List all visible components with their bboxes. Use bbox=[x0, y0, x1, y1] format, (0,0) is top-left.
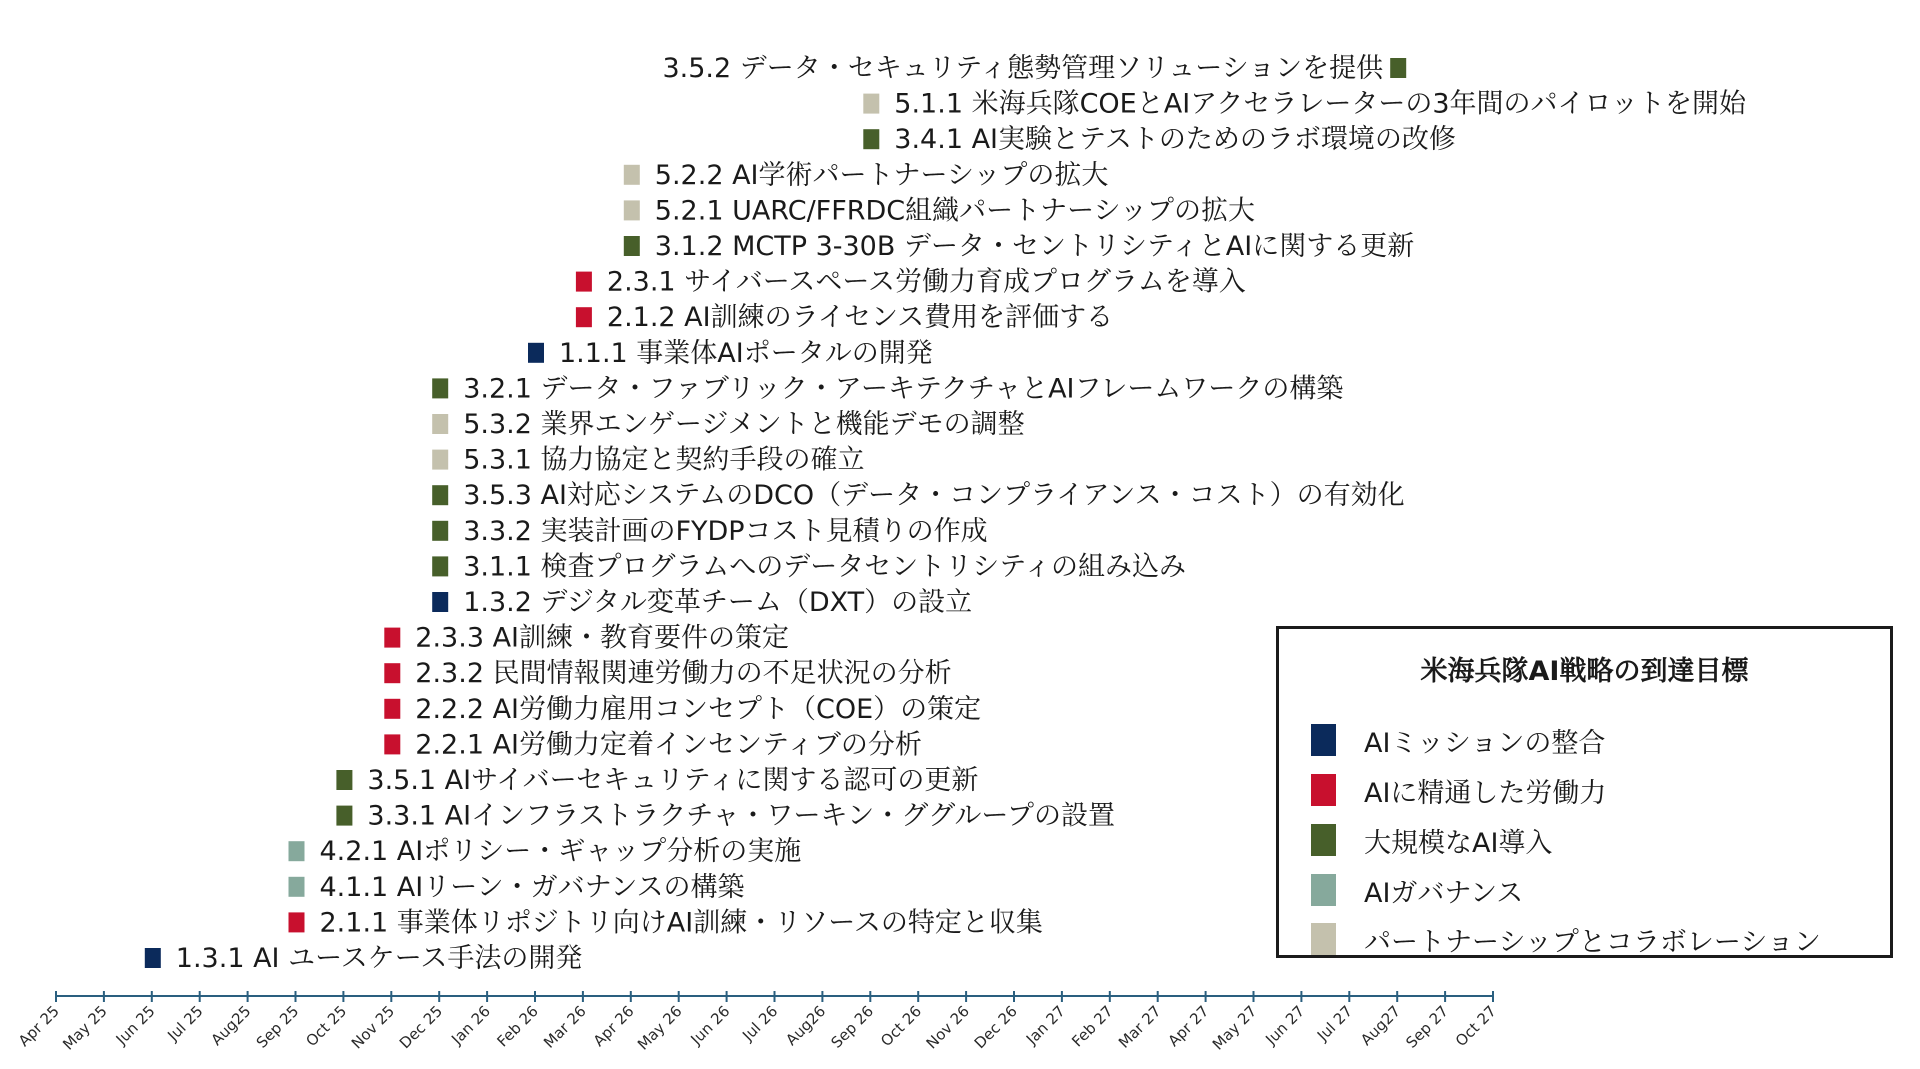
milestone-label: 5.3.2 業界エンゲージメントと機能デモの調整 bbox=[463, 409, 1025, 440]
milestone-label: 3.5.2 データ・セキュリティ態勢管理ソリューションを提供 bbox=[662, 53, 1384, 84]
milestone-label: 4.2.1 AIポリシー・ギャップ分析の実施 bbox=[319, 836, 802, 868]
milestone-marker bbox=[384, 699, 400, 719]
x-tick-label: Aug27 bbox=[1357, 1002, 1405, 1050]
legend-swatch-governance bbox=[1311, 874, 1336, 906]
x-tick-label: Dec 25 bbox=[395, 1002, 447, 1053]
milestone-label: 3.3.2 実装計画のFYDPコスト見積りの作成 bbox=[463, 515, 988, 547]
x-tick-label: Oct 27 bbox=[1451, 1002, 1500, 1051]
x-tick-label: Sep 26 bbox=[827, 1002, 878, 1052]
milestone-marker bbox=[432, 485, 448, 505]
x-tick-label: Jun 27 bbox=[1262, 1002, 1309, 1049]
x-tick-label: Dec 26 bbox=[970, 1002, 1021, 1053]
milestone-label: 3.5.3 AI対応システムのDCO（データ・コンプライアンス・コスト）の有効化 bbox=[463, 480, 1405, 512]
legend-swatch-workforce bbox=[1311, 774, 1336, 806]
milestone-marker bbox=[289, 841, 305, 861]
milestone-label: 5.1.1 米海兵隊COEとAIアクセラレーターの3年間のパイロットを開始 bbox=[894, 88, 1747, 120]
x-tick-label: Nov 25 bbox=[347, 1002, 399, 1053]
milestone-label: 3.2.1 データ・ファブリック・アーキテクチャとAIフレームワークの構築 bbox=[463, 373, 1344, 405]
x-tick-label: Apr 27 bbox=[1164, 1002, 1213, 1051]
milestone-marker bbox=[384, 734, 400, 754]
milestone-label: 3.1.2 MCTP 3-30B データ・セントリシティとAIに関する更新 bbox=[654, 231, 1415, 262]
milestone-marker bbox=[384, 663, 400, 683]
milestone-label: 2.3.1 サイバースペース労働力育成プログラムを導入 bbox=[606, 266, 1246, 298]
x-tick-label: Mar 27 bbox=[1114, 1002, 1165, 1052]
milestone-marker bbox=[1390, 58, 1406, 78]
milestone-label: 2.2.2 AI労働力雇用コンセプト（COE）の策定 bbox=[415, 693, 982, 725]
milestone-marker bbox=[289, 877, 305, 897]
milestone-label: 2.1.2 AI訓練のライセンス費用を評価する bbox=[606, 302, 1114, 334]
x-tick-label: Oct 26 bbox=[877, 1002, 926, 1051]
x-tick-label: May 25 bbox=[59, 1002, 111, 1054]
milestone-label: 3.1.1 検査プログラムへのデータセントリシティの組み込み bbox=[463, 551, 1187, 583]
milestone-marker bbox=[145, 948, 161, 968]
x-tick-label: Sep 25 bbox=[252, 1002, 303, 1052]
milestone-marker bbox=[624, 165, 640, 185]
milestone-marker bbox=[432, 378, 448, 398]
x-tick-label: Jun 25 bbox=[112, 1002, 159, 1049]
milestone-marker bbox=[863, 94, 879, 114]
x-tick-label: Jul 25 bbox=[164, 1002, 207, 1045]
milestone-label: 3.4.1 AI実験とテストのためのラボ環境の改修 bbox=[894, 124, 1456, 156]
milestone-marker bbox=[624, 200, 640, 220]
milestone-label: 1.1.1 事業体AIポータルの開発 bbox=[559, 337, 933, 369]
milestone-marker bbox=[432, 450, 448, 470]
legend-swatch-alignment bbox=[1311, 724, 1336, 756]
milestone-marker bbox=[384, 628, 400, 648]
milestone-label: 5.3.1 協力協定と契約手段の確立 bbox=[463, 444, 865, 476]
milestone-label: 1.3.1 AI ユースケース手法の開発 bbox=[175, 943, 583, 974]
milestone-marker bbox=[624, 236, 640, 256]
milestone-label: 5.2.1 UARC/FFRDC組織パートナーシップの拡大 bbox=[654, 195, 1256, 227]
x-tick-label: Apr 25 bbox=[14, 1002, 63, 1051]
legend-item-partnership bbox=[1311, 922, 1821, 956]
x-tick-label: Oct 25 bbox=[302, 1002, 351, 1051]
milestone-marker bbox=[432, 592, 448, 612]
milestone-marker bbox=[432, 414, 448, 434]
milestone-label: 2.3.2 民間情報関連労働力の不足状況の分析 bbox=[415, 658, 952, 690]
x-tick-label: Sep 27 bbox=[1402, 1002, 1452, 1052]
legend-swatch-adoption bbox=[1311, 824, 1336, 856]
legend-label-adoption: 大規模なAI導入 bbox=[1364, 827, 1553, 859]
x-tick-label: Jun 26 bbox=[687, 1002, 734, 1049]
legend-item-alignment bbox=[1311, 723, 1605, 757]
x-tick-label: Feb 26 bbox=[493, 1002, 542, 1051]
x-tick-label: May 26 bbox=[633, 1002, 686, 1054]
legend-title: 米海兵隊AI戦略の到達目標 bbox=[1420, 656, 1749, 687]
milestone-label: 4.1.1 AIリーン・ガバナンスの構築 bbox=[319, 871, 745, 903]
milestone-label: 1.3.2 デジタル変革チーム（DXT）の設立 bbox=[463, 587, 973, 618]
milestone-marker bbox=[432, 521, 448, 541]
milestone-marker bbox=[336, 806, 352, 826]
x-tick-label: Jan 27 bbox=[1022, 1002, 1069, 1049]
legend-item-adoption bbox=[1311, 823, 1552, 857]
milestone-marker bbox=[432, 556, 448, 576]
x-tick-label: Aug25 bbox=[207, 1002, 255, 1050]
milestone-label: 2.3.3 AI訓練・教育要件の策定 bbox=[415, 622, 790, 654]
milestone-label: 5.2.2 AI学術パートナーシップの拡大 bbox=[654, 159, 1109, 191]
legend-label-governance: AIガバナンス bbox=[1364, 877, 1524, 909]
x-tick-label: Jul 26 bbox=[738, 1002, 782, 1045]
milestone-label: 2.2.1 AI労働力定着インセンティブの分析 bbox=[415, 729, 922, 761]
legend-label-alignment: AIミッションの整合 bbox=[1364, 727, 1606, 759]
legend-swatch-partnership bbox=[1311, 923, 1336, 955]
legend-label-workforce: AIに精通した労働力 bbox=[1364, 777, 1607, 809]
legend-item-governance bbox=[1311, 873, 1523, 907]
milestone-label: 3.5.1 AIサイバーセキュリティに関する認可の更新 bbox=[367, 765, 979, 796]
x-tick-label: Apr 26 bbox=[589, 1002, 638, 1051]
milestone-marker bbox=[289, 912, 305, 932]
x-tick-label: May 27 bbox=[1208, 1002, 1261, 1054]
legend-label-partnership: パートナーシップとコラボレーション bbox=[1364, 926, 1821, 958]
x-tick-label: Aug26 bbox=[782, 1002, 830, 1050]
milestone-marker bbox=[863, 129, 879, 149]
milestone-marker bbox=[528, 343, 544, 363]
legend bbox=[1276, 626, 1893, 958]
x-tick-label: Nov 26 bbox=[922, 1002, 973, 1053]
x-tick-label: Feb 27 bbox=[1068, 1002, 1117, 1051]
x-tick-label: Jul 27 bbox=[1313, 1002, 1357, 1045]
x-tick-label: Jan 26 bbox=[447, 1002, 494, 1049]
legend-item-workforce bbox=[1311, 773, 1606, 807]
milestone-marker bbox=[576, 272, 592, 292]
x-tick-label: Mar 26 bbox=[540, 1002, 590, 1052]
milestone-label: 3.3.1 AIインフラストラクチャ・ワーキン・ググループの設置 bbox=[367, 800, 1116, 832]
milestone-marker bbox=[576, 307, 592, 327]
milestone-marker bbox=[336, 770, 352, 790]
milestone-label: 2.1.1 事業体リポジトリ向けAI訓練・リソースの特定と収集 bbox=[319, 907, 1043, 939]
x-axis bbox=[15, 991, 1500, 1054]
